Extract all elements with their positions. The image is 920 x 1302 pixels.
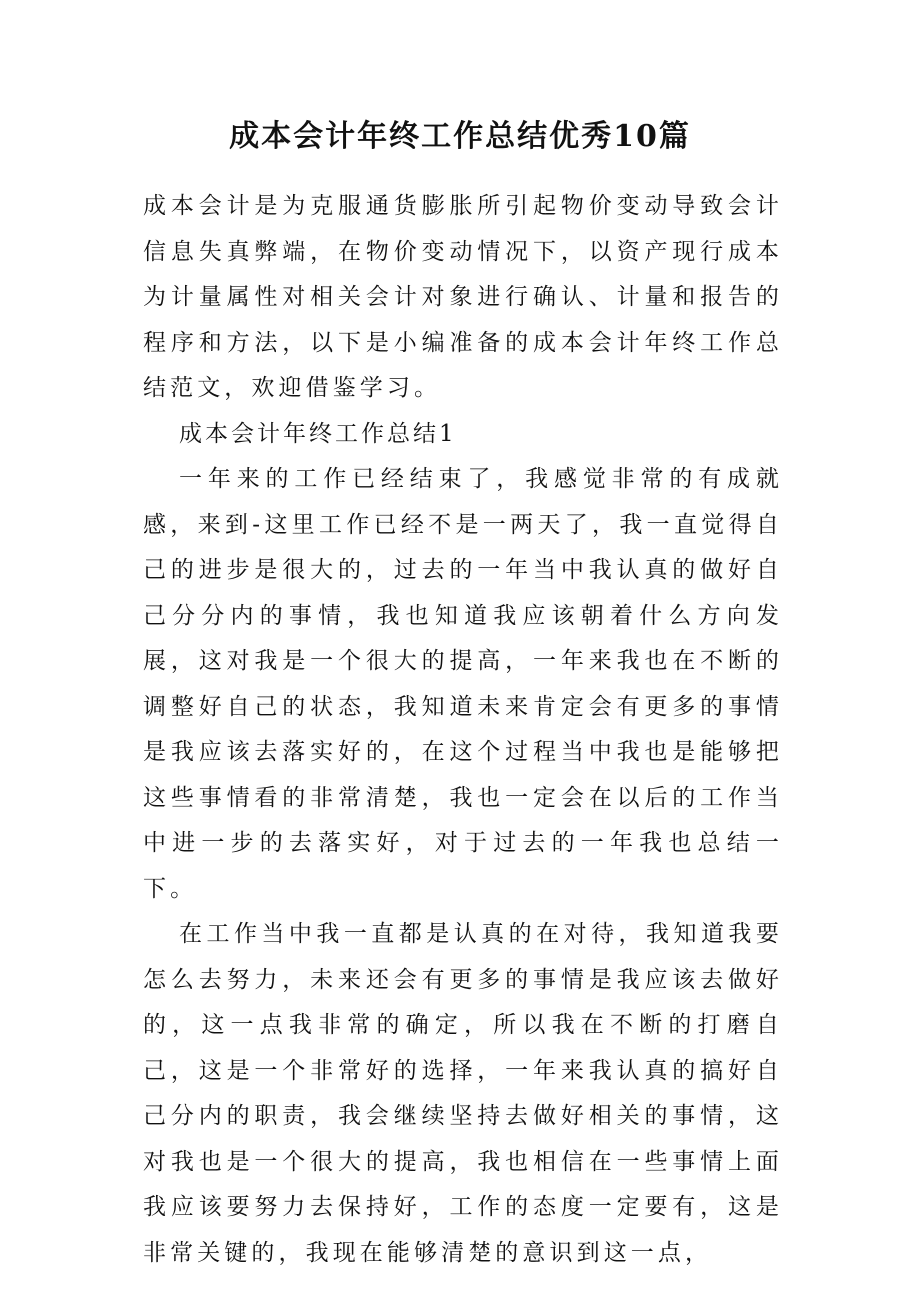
intro-paragraph: 成本会计是为克服通货膨胀所引起物价变动导致会计信息失真弊端，在物价变动情况下，以资产现行成本为计量属性对相关会计对象进行确认、计量和报告的程序和方法，以下是小编准备的成本会计年终工作总结范文，欢迎借鉴学习。: [143, 193, 783, 401]
body-paragraph: 一年来的工作已经结束了，我感觉非常的有成就感，来到-这里工作已经不是一两天了，我一直觉得自己的进步是很大的，过去的一年当中我认真的做好自己分分内的事情，我也知道我应该朝着什么方向发展，这对我是一个很大的提高，一年来我也在不断的调整好自己的状态，我知道未来肯定会有更多的事情是我应该去落实好的，在这个过程当中我也是能够把这些事情看的非常清楚，我也一定会在以后的工作当中进一步的去落实好，对于过去的一年我也总结一下。: [143, 466, 783, 902]
document-title: 成本会计年终工作总结优秀10篇: [229, 119, 691, 154]
body-paragraph: 在工作当中我一直都是认真的在对待，我知道我要怎么去努力，未来还会有更多的事情是我应该去做好的，这一点我非常的确定，所以我在不断的打磨自己，这是一个非常好的选择，一年来我认真的搞好自己分内的职责，我会继续坚持去做好相关的事情，这对我也是一个很大的提高，我也相信在一些事情上面我应该要努力去保持好，工作的态度一定要有，这是非常关键的，我现在能够清楚的意识到这一点，: [143, 921, 783, 1266]
section-heading: 成本会计年终工作总结1: [179, 420, 457, 447]
document-body: [143, 184, 783, 1276]
